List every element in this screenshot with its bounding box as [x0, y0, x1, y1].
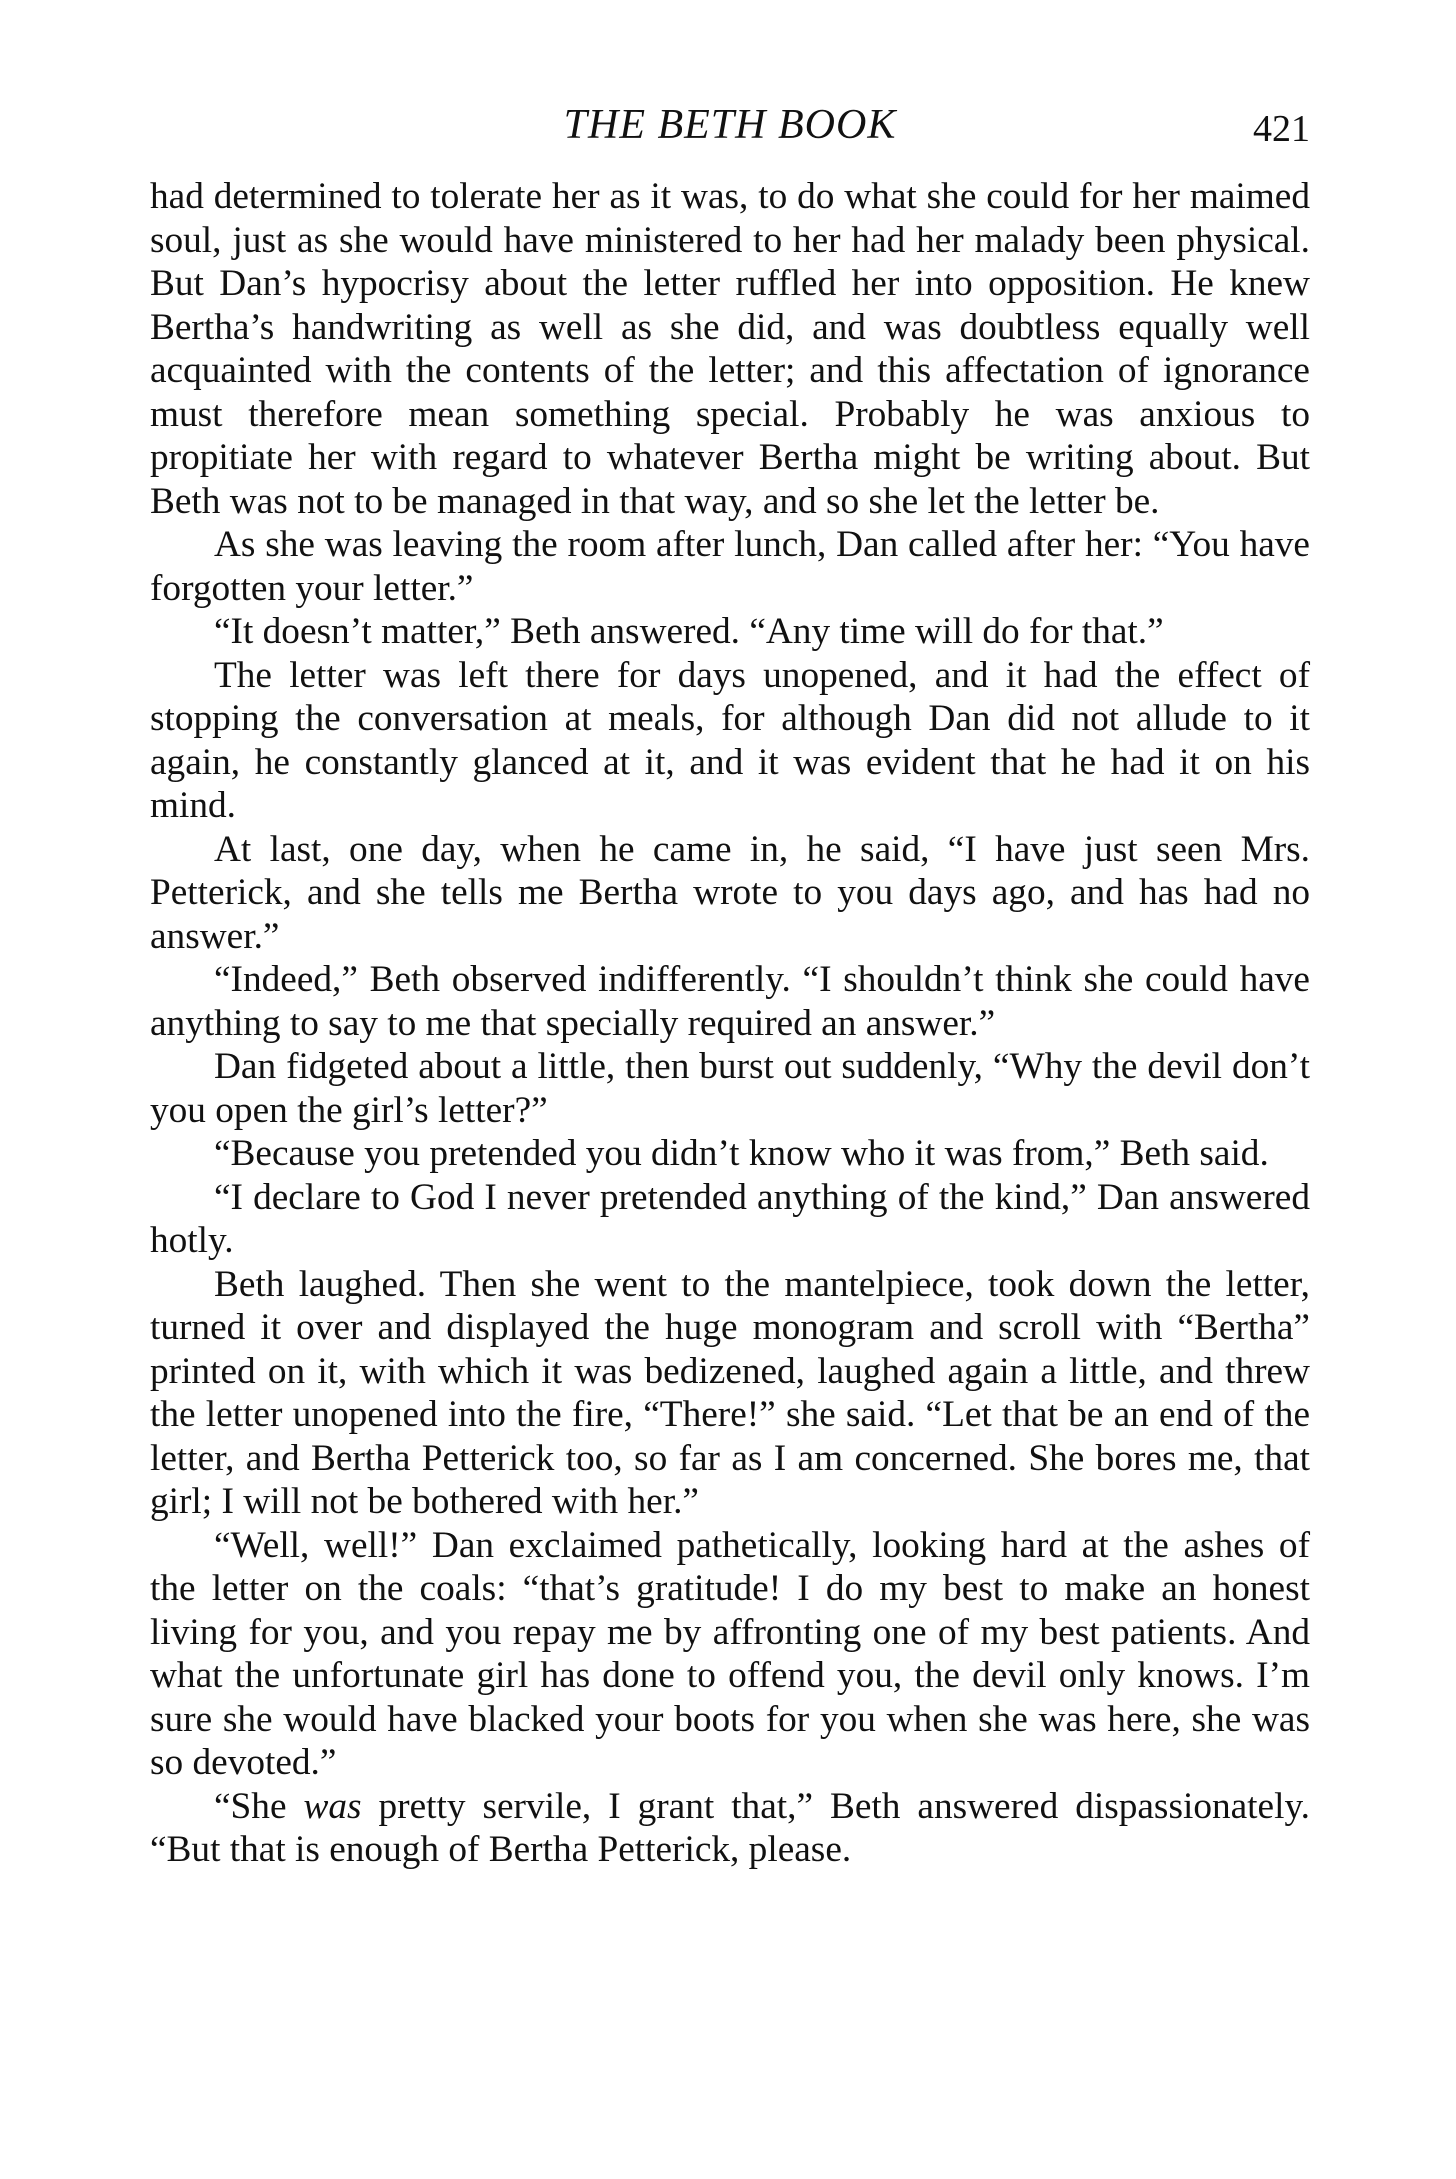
page-number: 421 [1253, 108, 1310, 150]
running-title: THE BETH BOOK [563, 102, 897, 148]
paragraph: “It doesn’t matter,” Beth answered. “Any time will do for that.” [214, 611, 1164, 652]
italic-emphasis: was [303, 1785, 362, 1827]
paragraph: The letter was left there for days unopened, and it had the effect of stopping the conversation at meals, for although Dan did not allude to it again, he constantly glanced at it, and it was evident that he had it on his mind. [150, 654, 1310, 826]
book-page [150, 95, 1310, 2155]
paragraph: “Because you pretended you didn’t know who it was from,” Beth said. [214, 1133, 1269, 1174]
last-paragraph [150, 1785, 1310, 1872]
page-header [150, 95, 1310, 155]
body-text [150, 175, 1310, 1872]
paragraph: “Well, well!” Dan exclaimed pathetically, looking hard at the ashes of the letter on the coals: “that’s gratitude! I do my best to make an honest living for you, and you repay me by affronting one of my best patients. And what the unfortunate girl has done to offend you, the devil only knows. I’m sure she would have blacked your boots for you when she was here, she was so devoted.” [150, 1524, 1310, 1783]
paragraph: At last, one day, when he came in, he said, “I have just seen Mrs. Petterick, and she tells me Bertha wrote to you days ago, and has had no answer.” [150, 828, 1310, 957]
paragraph: As she was leaving the room after lunch, Dan called after her: “You have forgotten your letter.” [150, 524, 1310, 609]
paragraph: “Indeed,” Beth observed indifferently. “I shouldn’t think she could have anything to say to me that specially required an answer.” [150, 959, 1310, 1044]
text-run: pretty servile, I grant that,” Beth answered dispassionately. “But that is enough of Bertha Petterick, please. [150, 1785, 1310, 1870]
paragraph: Dan fidgeted about a little, then burst out suddenly, “Why the devil don’t you open the girl’s letter?” [150, 1046, 1310, 1131]
paragraph: Beth laughed. Then she went to the mantelpiece, took down the letter, turned it over and displayed the huge monogram and scroll with “Bertha” printed on it, with which it was bedizened, laughed again a little, and threw the letter unopened into the fire, “There!” she said. “Let that be an end of the letter, and Bertha Petterick too, so far as I am concerned. She bores me, that girl; I will not be bothered with her.” [150, 1263, 1310, 1522]
text-run: “She [214, 1785, 304, 1827]
paragraph: had determined to tolerate her as it was, to do what she could for her maimed soul, just as she would have ministered to her had her malady been physical. But Dan’s hypocrisy about the letter ruffled her into opposition. He knew Bertha’s handwriting as well as she did, and was doubtless equally well acquainted with the contents of the letter; and this affectation of ignorance must therefore mean something special. Probably he was anxious to propitiate her with regard to whatever Bertha might be writing about. But Beth was not to be managed in that way, and so she let the letter be. [150, 176, 1310, 522]
paragraph: “I declare to God I never pretended anything of the kind,” Dan answered hotly. [150, 1176, 1310, 1261]
